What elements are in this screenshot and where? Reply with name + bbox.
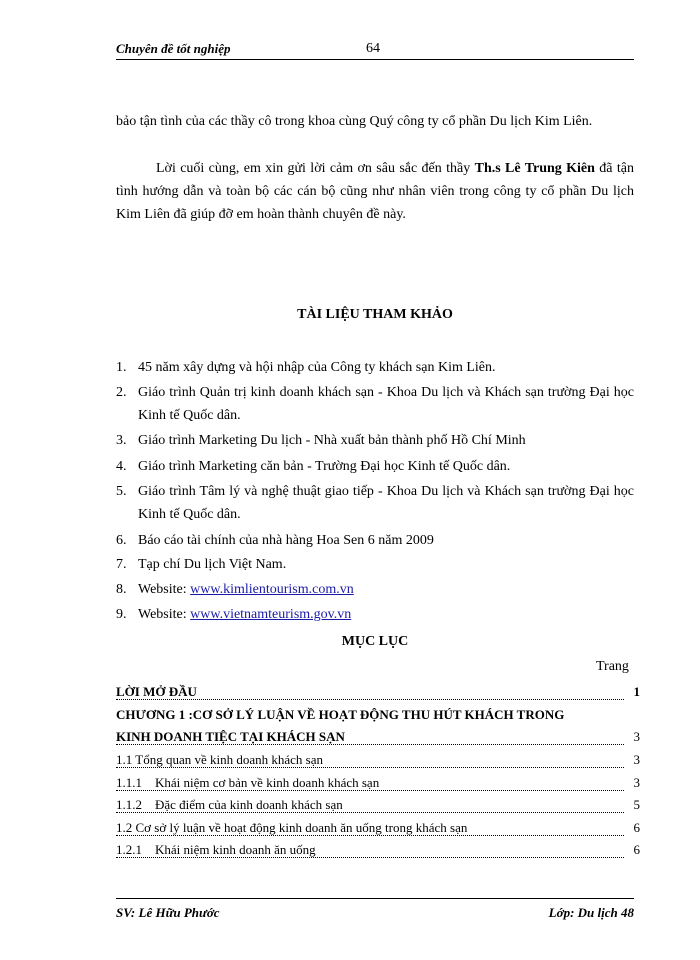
toc-entry-page: 5 xyxy=(630,797,641,813)
toc-entry[interactable] xyxy=(116,797,640,817)
dot-leader xyxy=(116,812,624,813)
reference-item xyxy=(116,603,634,626)
toc-entry-label: LỜI MỞ ĐẦU xyxy=(116,684,197,699)
toc-entry[interactable] xyxy=(116,729,640,749)
paragraph-text-end: đã tận tình hướng dẫn và toàn bộ các cán bộ cũng như nhân viên trong công ty cổ phần Du lịch Kim Liên đã giúp đỡ em hoàn thành chuyên đề này. xyxy=(116,161,634,222)
reference-item xyxy=(116,578,634,601)
dot-leader xyxy=(116,767,624,768)
toc-page-label: Trang xyxy=(596,659,629,674)
reference-item xyxy=(116,455,634,478)
toc-entry-page: 3 xyxy=(630,729,641,745)
toc-entry-label: 1.1.2 Đặc điểm của kinh doanh khách sạn xyxy=(116,797,343,812)
toc-entry-page: 3 xyxy=(630,775,641,791)
reference-number: 7. xyxy=(116,557,127,572)
toc-entry-label: 1.1 Tổng quan về kinh doanh khách sạn xyxy=(116,752,323,767)
reference-text: Giáo trình Marketing căn bản - Trường Đại học Kinh tế Quốc dân. xyxy=(138,459,511,474)
reference-text: Giáo trình Marketing Du lịch - Nhà xuất bản thành phố Hồ Chí Minh xyxy=(138,433,526,448)
reference-number: 2. xyxy=(116,385,127,400)
page-number: 64 xyxy=(366,41,380,56)
toc-entry-page: 1 xyxy=(630,684,641,700)
reference-item xyxy=(116,356,634,379)
reference-text: Giáo trình Tâm lý và nghệ thuật giao tiếp - Khoa Du lịch và Khách sạn trường Đại học Kinh tế Quốc dân. xyxy=(138,484,634,522)
reference-item xyxy=(116,553,634,576)
toc-entry-page: 3 xyxy=(630,752,641,768)
reference-number: 1. xyxy=(116,360,127,375)
reference-item xyxy=(116,480,634,526)
toc-entry-label: 1.2.1 Khái niệm kinh doanh ăn uống xyxy=(116,842,316,857)
website-link[interactable]: www.kimlientourism.com.vn xyxy=(190,582,354,597)
toc-entry-page: 6 xyxy=(630,842,641,858)
toc-entry[interactable] xyxy=(116,707,640,727)
dot-leader xyxy=(116,857,624,858)
advisor-name: Th.s Lê Trung Kiên xyxy=(474,161,595,176)
student-name: SV: Lê Hữu Phước xyxy=(116,905,220,920)
paragraph-text-start: Lời cuối cùng, em xin gửi lời cảm ơn sâu sắc đến thầy xyxy=(156,161,475,176)
toc-entry[interactable] xyxy=(116,684,640,704)
website-link[interactable]: www.vietnamteurism.gov.vn xyxy=(190,607,352,622)
reference-number: 6. xyxy=(116,533,127,548)
reference-text: Tạp chí Du lịch Việt Nam. xyxy=(138,557,287,572)
paragraph-thanks-1: bảo tận tình của các thầy cô trong khoa cùng Quý công ty cổ phần Du lịch Kim Liên. xyxy=(116,114,593,129)
reference-item xyxy=(116,429,634,452)
toc-entry[interactable] xyxy=(116,842,640,862)
reference-text: 45 năm xây dựng và hội nhập của Công ty khách sạn Kim Liên. xyxy=(138,360,496,375)
dot-leader xyxy=(116,790,624,791)
toc-entry-label: CHƯƠNG 1 :CƠ SỞ LÝ LUẬN VỀ HOẠT ĐỘNG THU HÚT KHÁCH TRONG xyxy=(116,707,565,722)
website-prefix: Website: xyxy=(138,607,191,622)
reference-text xyxy=(116,603,634,626)
references-title: TÀI LIỆU THAM KHẢO xyxy=(297,307,453,322)
toc-entry[interactable] xyxy=(116,752,640,772)
dot-leader xyxy=(116,835,624,836)
reference-text xyxy=(116,578,634,601)
paragraph-thanks-2 xyxy=(116,157,634,226)
website-prefix: Website: xyxy=(138,582,191,597)
toc-entry[interactable] xyxy=(116,820,640,840)
toc-entry[interactable] xyxy=(116,775,640,795)
reference-text: Báo cáo tài chính của nhà hàng Hoa Sen 6 năm 2009 xyxy=(138,533,434,548)
toc-entry-label: 1.1.1 Khái niệm cơ bản về kinh doanh khách sạn xyxy=(116,775,380,790)
reference-number: 8. xyxy=(116,582,127,597)
reference-number: 5. xyxy=(116,484,127,499)
reference-number: 3. xyxy=(116,433,127,448)
dot-leader xyxy=(116,699,624,700)
class-name: Lớp: Du lịch 48 xyxy=(548,905,634,920)
page-footer xyxy=(116,898,634,921)
toc-entry-label: KINH DOANH TIỆC TẠI KHÁCH SẠN xyxy=(116,729,345,744)
toc-entry-label: 1.2 Cơ sở lý luận về hoạt động kinh doanh ăn uống trong khách sạn xyxy=(116,820,468,835)
document-title: Chuyên đề tốt nghiệp xyxy=(116,41,231,56)
dot-leader xyxy=(116,744,624,745)
toc-entry-page: 6 xyxy=(630,820,641,836)
toc-title: MỤC LỤC xyxy=(341,634,409,649)
page-header xyxy=(116,41,634,60)
reference-item xyxy=(116,381,634,427)
reference-number: 4. xyxy=(116,459,127,474)
reference-item xyxy=(116,529,634,552)
reference-number: 9. xyxy=(116,607,127,622)
reference-text: Giáo trình Quản trị kinh doanh khách sạn - Khoa Du lịch và Khách sạn trường Đại học Kinh tế Quốc dân. xyxy=(138,385,634,423)
